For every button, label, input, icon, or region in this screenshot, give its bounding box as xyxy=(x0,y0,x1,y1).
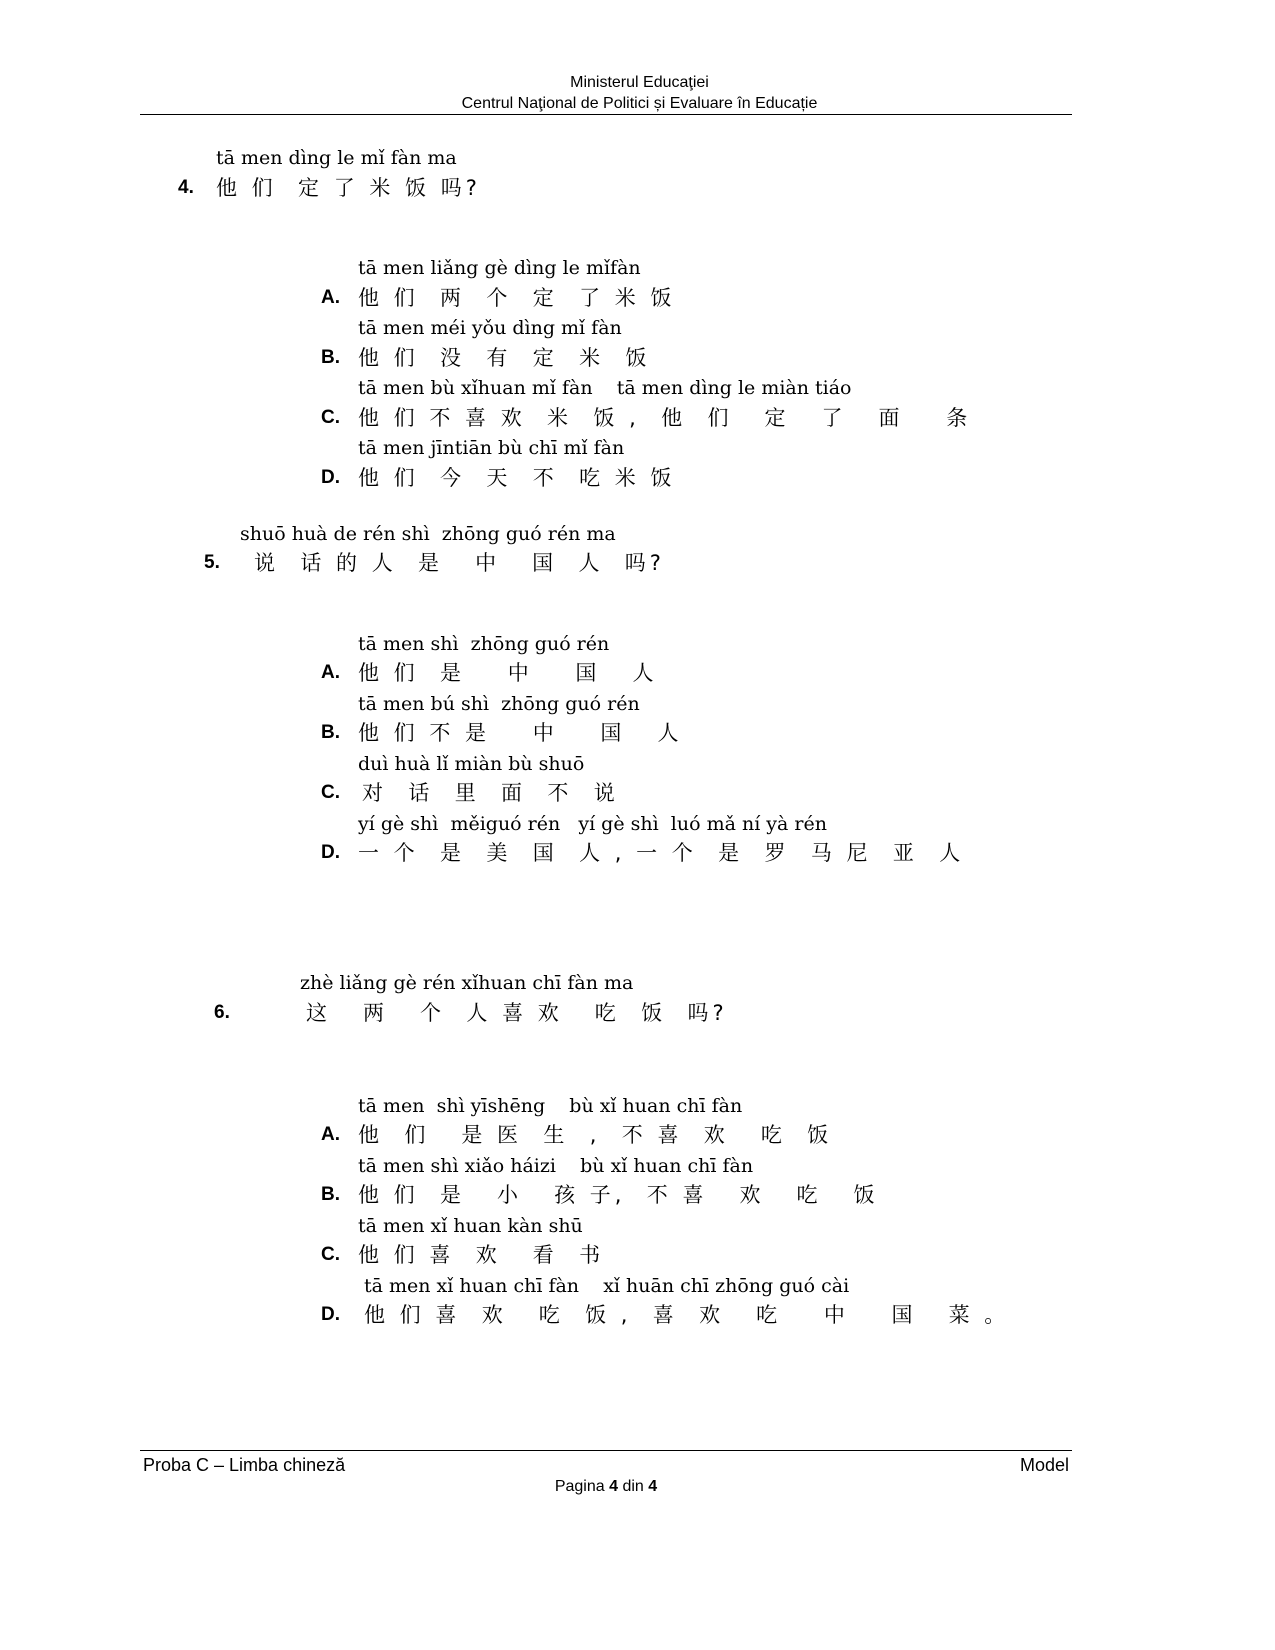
question-number: 6. xyxy=(214,1002,230,1023)
option-c-pinyin: tā men xǐ huan kàn shū xyxy=(358,1215,583,1237)
option-c-pinyin: tā men bù xǐhuan mǐ fàn tā men dìng le miàn tiáo xyxy=(358,377,852,399)
option-d-label: D. xyxy=(321,842,340,863)
option-b-label: B. xyxy=(321,722,340,743)
option-b-pinyin: tā men shì xiǎo háizi bù xǐ huan chī fàn xyxy=(358,1155,754,1177)
option-b-hanzi: 他 们 是 小 孩 子, 不 喜 欢 吃 饭 xyxy=(358,1183,879,1207)
footer-exam-name: Proba C – Limba chineză xyxy=(143,1455,346,1475)
option-a-pinyin: tā men shì yīshēng bù xǐ huan chī fàn xyxy=(358,1095,743,1117)
header-ministry: Ministerul Educaţiei xyxy=(570,74,709,91)
option-d-hanzi: 他 们 喜 欢 吃 饭 , 喜 欢 吃 中 国 菜 。 xyxy=(364,1303,1010,1327)
option-a-pinyin: tā men shì zhōng guó rén xyxy=(358,633,610,655)
option-d-pinyin: tā men xǐ huan chī fàn xǐ huān chī zhōng guó cài xyxy=(364,1275,850,1297)
option-c-hanzi: 他 们 不 喜 欢 米 饭 , 他 们 定 了 面 条 xyxy=(358,406,972,430)
option-d-hanzi: 一 个 是 美 国 人 , 一 个 是 罗 马 尼 亚 人 xyxy=(358,841,965,865)
question-number: 4. xyxy=(178,177,194,198)
option-c-label: C. xyxy=(321,407,340,428)
page-prefix: Pagina xyxy=(554,1478,610,1495)
footer-page-number xyxy=(0,1476,1212,1498)
option-c-label: C. xyxy=(321,1244,340,1265)
page-current: 4 xyxy=(609,1478,618,1495)
option-c-label: C. xyxy=(321,782,340,803)
option-d-hanzi: 他 们 今 天 不 吃 米 饭 xyxy=(358,466,676,490)
question-pinyin: tā men dìng le mǐ fàn ma xyxy=(216,147,457,169)
option-a-label: A. xyxy=(321,1124,340,1145)
question-pinyin: zhè liǎng gè rén xǐhuan chī fàn ma xyxy=(300,972,634,994)
option-d-label: D. xyxy=(321,1304,340,1325)
header-center: Centrul Naţional de Politici și Evaluare în Educație xyxy=(461,95,818,112)
option-d-label: D. xyxy=(321,467,340,488)
option-a-label: A. xyxy=(321,287,340,308)
option-b-hanzi: 他 们 没 有 定 米 饭 xyxy=(358,346,651,370)
footer-model: Model xyxy=(1019,1455,1069,1475)
option-d-pinyin: tā men jīntiān bù chī mǐ fàn xyxy=(358,437,625,459)
option-a-label: A. xyxy=(321,662,340,683)
header-rule xyxy=(140,114,1072,115)
option-c-hanzi: 他 们 喜 欢 看 书 xyxy=(358,1243,605,1267)
option-b-pinyin: tā men méi yǒu dìng mǐ fàn xyxy=(358,317,622,339)
option-a-hanzi: 他 们 是 医 生 , 不 喜 欢 吃 饭 xyxy=(358,1123,833,1147)
option-b-pinyin: tā men bú shì zhōng guó rén xyxy=(358,693,640,715)
question-number: 5. xyxy=(204,552,220,573)
page-header xyxy=(147,72,1132,114)
question-hanzi: 这 两 个 人 喜 欢 吃 饭 吗? xyxy=(306,1001,728,1025)
question-hanzi: 他 们 定 了 米 饭 吗? xyxy=(216,176,481,200)
question-hanzi: 说 话 的 人 是 中 国 人 吗? xyxy=(254,551,665,575)
option-a-pinyin: tā men liǎng gè dìng le mǐfàn xyxy=(358,257,641,279)
footer-rule xyxy=(140,1450,1072,1451)
page-total: 4 xyxy=(648,1478,658,1495)
option-b-label: B. xyxy=(321,347,340,368)
option-d-pinyin: yí gè shì měiguó rén yí gè shì luó mǎ ní yà rén xyxy=(358,813,827,835)
option-b-label: B. xyxy=(321,1184,340,1205)
question-pinyin: shuō huà de rén shì zhōng guó rén ma xyxy=(240,523,616,545)
option-b-hanzi: 他 们 不 是 中 国 人 xyxy=(358,721,683,745)
option-a-hanzi: 他 们 两 个 定 了 米 饭 xyxy=(358,286,676,310)
option-c-pinyin: duì huà lǐ miàn bù shuō xyxy=(358,753,585,775)
option-c-hanzi: 对 话 里 面 不 说 xyxy=(362,781,619,805)
option-a-hanzi: 他 们 是 中 国 人 xyxy=(358,661,658,685)
page-middle: din xyxy=(618,1478,649,1495)
